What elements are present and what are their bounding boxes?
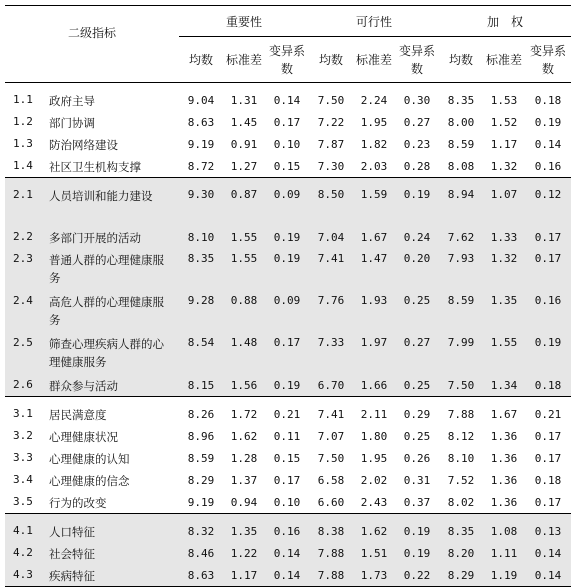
- value-cell: 1.17: [230, 568, 258, 582]
- group-header-weighted: 加 权: [487, 14, 524, 29]
- value-cell: 1.67: [490, 407, 518, 421]
- value-cell: 0.18: [534, 473, 562, 487]
- value-cell: 1.11: [490, 546, 518, 560]
- indicator-name: 高危人群的心理健康服务: [49, 295, 164, 327]
- value-cell: 8.32: [187, 524, 215, 538]
- value-cell: 8.10: [187, 230, 215, 244]
- value-cell: 7.07: [317, 429, 345, 443]
- sub-header: 均数: [449, 52, 474, 67]
- value-cell: 8.20: [447, 546, 475, 560]
- table-row: [5, 133, 571, 155]
- value-cell: 0.88: [230, 294, 258, 307]
- value-cell: 0.21: [534, 407, 562, 421]
- value-cell: 1.55: [230, 230, 258, 244]
- indicator-code: 2.3: [13, 252, 33, 265]
- value-cell: 0.09: [273, 294, 301, 307]
- value-cell: 7.88: [317, 546, 345, 560]
- table-row: [5, 184, 571, 226]
- value-cell: 1.36: [490, 429, 518, 443]
- value-cell: 7.93: [447, 252, 475, 265]
- value-cell: 0.17: [534, 252, 562, 265]
- value-cell: 9.28: [187, 294, 215, 307]
- indicator-code: 3.1: [13, 407, 33, 420]
- table-row: [5, 248, 571, 290]
- value-cell: 1.55: [230, 252, 258, 265]
- value-cell: 0.19: [403, 188, 431, 201]
- value-cell: 8.38: [317, 524, 345, 538]
- value-cell: 1.95: [360, 451, 388, 465]
- value-cell: 0.17: [273, 115, 301, 129]
- value-cell: 0.27: [403, 336, 431, 349]
- indicator-code: 2.2: [13, 230, 33, 243]
- indicator-name: 社区卫生机构支撑: [49, 160, 141, 174]
- table-row: [5, 425, 571, 447]
- value-cell: 1.32: [490, 159, 518, 173]
- value-cell: 1.59: [360, 188, 388, 201]
- sub-header: 标准差: [356, 52, 393, 67]
- value-cell: 1.72: [230, 407, 258, 421]
- value-cell: 0.22: [403, 568, 431, 582]
- value-cell: 0.14: [273, 546, 301, 560]
- table-row: [5, 332, 571, 374]
- value-cell: 8.50: [317, 188, 345, 201]
- indicator-name: 筛查心理疾病人群的心理健康服务: [49, 337, 164, 369]
- value-cell: 8.35: [447, 93, 475, 107]
- value-cell: 7.50: [447, 378, 475, 392]
- value-cell: 8.35: [187, 252, 215, 265]
- indicator-code: 1.1: [13, 93, 33, 106]
- value-cell: 2.43: [360, 495, 388, 509]
- sub-header: 标准差: [226, 52, 263, 67]
- sub-header: 标准差: [486, 52, 523, 67]
- value-cell: 0.16: [534, 159, 562, 173]
- table-row: [5, 491, 571, 514]
- indicator-table: [5, 5, 571, 587]
- value-cell: 0.19: [534, 115, 562, 129]
- indicator-code: 3.2: [13, 429, 33, 442]
- indicator-name: 普通人群的心理健康服务: [49, 253, 164, 285]
- value-cell: 7.33: [317, 336, 345, 349]
- indicator-name: 心理健康的认知: [49, 452, 130, 466]
- indicator-name: 居民满意度: [49, 408, 107, 422]
- indicator-name: 人员培训和能力建设: [49, 189, 153, 203]
- value-cell: 1.07: [490, 188, 518, 201]
- table-body: [5, 83, 571, 587]
- value-cell: 1.66: [360, 378, 388, 392]
- value-cell: 1.73: [360, 568, 388, 582]
- value-cell: 0.17: [273, 336, 301, 349]
- indicator-name: 心理健康的信念: [49, 474, 130, 488]
- value-cell: 7.41: [317, 252, 345, 265]
- value-cell: 9.19: [187, 137, 215, 151]
- value-cell: 1.08: [490, 524, 518, 538]
- value-cell: 8.94: [447, 188, 475, 201]
- value-cell: 0.19: [534, 336, 562, 349]
- value-cell: 7.99: [447, 336, 475, 349]
- value-cell: 0.14: [534, 546, 562, 560]
- value-cell: 0.21: [273, 407, 301, 421]
- value-cell: 0.16: [534, 294, 562, 307]
- value-cell: 0.10: [273, 137, 301, 151]
- value-cell: 7.76: [317, 294, 345, 307]
- value-cell: 0.14: [534, 568, 562, 582]
- table-row: [5, 564, 571, 587]
- value-cell: 0.15: [273, 159, 301, 173]
- indicator-code: 3.4: [13, 473, 33, 486]
- value-cell: 2.24: [360, 93, 388, 107]
- value-cell: 0.20: [403, 252, 431, 265]
- value-cell: 8.10: [447, 451, 475, 465]
- value-cell: 1.95: [360, 115, 388, 129]
- value-cell: 0.12: [534, 188, 562, 201]
- indicator-name: 人口特征: [49, 525, 95, 539]
- table-row: [5, 226, 571, 248]
- value-cell: 6.58: [317, 473, 345, 487]
- table-row: [5, 111, 571, 133]
- value-cell: 0.14: [273, 93, 301, 107]
- value-cell: 7.88: [447, 407, 475, 421]
- value-cell: 1.35: [490, 294, 518, 307]
- value-cell: 7.41: [317, 407, 345, 421]
- value-cell: 0.13: [534, 524, 562, 538]
- value-cell: 1.53: [490, 93, 518, 107]
- value-cell: 0.30: [403, 93, 431, 107]
- sub-header: 均数: [319, 52, 344, 67]
- value-cell: 8.72: [187, 159, 215, 173]
- value-cell: 0.17: [534, 429, 562, 443]
- value-cell: 7.52: [447, 473, 475, 487]
- value-cell: 1.97: [360, 336, 388, 349]
- value-cell: 8.63: [187, 115, 215, 129]
- value-cell: 0.18: [534, 378, 562, 392]
- value-cell: 1.19: [490, 568, 518, 582]
- value-cell: 6.70: [317, 378, 345, 392]
- value-cell: 0.25: [403, 378, 431, 392]
- value-cell: 0.18: [534, 93, 562, 107]
- table-row: [5, 403, 571, 425]
- value-cell: 9.30: [187, 188, 215, 201]
- value-cell: 7.50: [317, 93, 345, 107]
- indicator-name: 心理健康状况: [49, 430, 118, 444]
- value-cell: 0.28: [403, 159, 431, 173]
- value-cell: 0.19: [273, 252, 301, 265]
- value-cell: 8.02: [447, 495, 475, 509]
- value-cell: 2.11: [360, 407, 388, 421]
- value-cell: 0.09: [273, 188, 301, 201]
- value-cell: 1.80: [360, 429, 388, 443]
- value-cell: 8.12: [447, 429, 475, 443]
- value-cell: 8.96: [187, 429, 215, 443]
- value-cell: 1.93: [360, 294, 388, 307]
- indicator-name: 行为的改变: [49, 496, 107, 510]
- value-cell: 0.17: [534, 495, 562, 509]
- value-cell: 0.87: [230, 188, 258, 201]
- indicator-code: 2.5: [13, 336, 33, 349]
- value-cell: 1.34: [490, 378, 518, 392]
- indicator-code: 2.4: [13, 294, 33, 307]
- value-cell: 0.14: [273, 568, 301, 582]
- value-cell: 1.56: [230, 378, 258, 392]
- value-cell: 8.46: [187, 546, 215, 560]
- value-cell: 1.48: [230, 336, 258, 349]
- table-row: [5, 155, 571, 178]
- value-cell: 7.30: [317, 159, 345, 173]
- indicator-name: 政府主导: [49, 94, 95, 108]
- value-cell: 1.52: [490, 115, 518, 129]
- table-row: [5, 447, 571, 469]
- value-cell: 1.37: [230, 473, 258, 487]
- value-cell: 1.36: [490, 451, 518, 465]
- value-cell: 0.10: [273, 495, 301, 509]
- value-cell: 0.27: [403, 115, 431, 129]
- value-cell: 0.15: [273, 451, 301, 465]
- value-cell: 1.51: [360, 546, 388, 560]
- value-cell: 1.62: [230, 429, 258, 443]
- value-cell: 7.88: [317, 568, 345, 582]
- value-cell: 2.03: [360, 159, 388, 173]
- value-cell: 8.15: [187, 378, 215, 392]
- value-cell: 8.59: [447, 137, 475, 151]
- group-header-importance: 重要性: [226, 14, 263, 29]
- indicator-code: 3.3: [13, 451, 33, 464]
- value-cell: 8.63: [187, 568, 215, 582]
- value-cell: 0.14: [534, 137, 562, 151]
- value-cell: 0.19: [403, 524, 431, 538]
- table-row: [5, 520, 571, 542]
- value-cell: 7.62: [447, 230, 475, 244]
- value-cell: 0.31: [403, 473, 431, 487]
- table-row: [5, 374, 571, 397]
- value-cell: 0.26: [403, 451, 431, 465]
- value-cell: 1.55: [490, 336, 518, 349]
- sub-header: 变异系数: [269, 43, 306, 76]
- value-cell: 1.62: [360, 524, 388, 538]
- table-row: [5, 89, 571, 111]
- indicator-header: 二级指标: [5, 6, 179, 83]
- indicator-name: 防治网络建设: [49, 138, 118, 152]
- indicator-name: 部门协调: [49, 116, 95, 130]
- value-cell: 1.36: [490, 495, 518, 509]
- value-cell: 0.25: [403, 429, 431, 443]
- value-cell: 9.19: [187, 495, 215, 509]
- indicator-code: 1.4: [13, 159, 33, 172]
- indicator-code: 2.6: [13, 378, 33, 391]
- value-cell: 8.08: [447, 159, 475, 173]
- value-cell: 0.17: [273, 473, 301, 487]
- value-cell: 7.50: [317, 451, 345, 465]
- value-cell: 9.04: [187, 93, 215, 107]
- value-cell: 1.28: [230, 451, 258, 465]
- indicator-name: 群众参与活动: [49, 379, 118, 393]
- value-cell: 0.23: [403, 137, 431, 151]
- value-cell: 0.19: [273, 230, 301, 244]
- value-cell: 0.19: [273, 378, 301, 392]
- value-cell: 7.87: [317, 137, 345, 151]
- value-cell: 0.37: [403, 495, 431, 509]
- value-cell: 0.24: [403, 230, 431, 244]
- indicator-code: 4.2: [13, 546, 33, 559]
- value-cell: 8.29: [447, 568, 475, 582]
- value-cell: 1.17: [490, 137, 518, 151]
- indicator-code: 4.3: [13, 568, 33, 581]
- value-cell: 7.22: [317, 115, 345, 129]
- value-cell: 8.59: [447, 294, 475, 307]
- sub-header: 变异系数: [399, 43, 436, 76]
- value-cell: 1.31: [230, 93, 258, 107]
- table-row: [5, 469, 571, 491]
- value-cell: 0.94: [230, 495, 258, 509]
- value-cell: 1.47: [360, 252, 388, 265]
- value-cell: 0.91: [230, 137, 258, 151]
- value-cell: 0.29: [403, 407, 431, 421]
- value-cell: 0.17: [534, 230, 562, 244]
- value-cell: 1.82: [360, 137, 388, 151]
- value-cell: 0.16: [273, 524, 301, 538]
- value-cell: 0.25: [403, 294, 431, 307]
- indicator-code: 4.1: [13, 524, 33, 537]
- value-cell: 1.35: [230, 524, 258, 538]
- value-cell: 0.19: [403, 546, 431, 560]
- value-cell: 7.04: [317, 230, 345, 244]
- value-cell: 8.29: [187, 473, 215, 487]
- value-cell: 8.54: [187, 336, 215, 349]
- value-cell: 0.11: [273, 429, 301, 443]
- indicator-name: 疾病特征: [49, 569, 95, 583]
- table-row: [5, 542, 571, 564]
- value-cell: 8.00: [447, 115, 475, 129]
- value-cell: 6.60: [317, 495, 345, 509]
- indicator-name: 多部门开展的活动: [49, 231, 141, 245]
- group-header-feasibility: 可行性: [356, 14, 393, 29]
- value-cell: 1.33: [490, 230, 518, 244]
- value-cell: 1.32: [490, 252, 518, 265]
- value-cell: 2.02: [360, 473, 388, 487]
- indicator-code: 1.2: [13, 115, 33, 128]
- indicator-code: 1.3: [13, 137, 33, 150]
- value-cell: 1.36: [490, 473, 518, 487]
- value-cell: 1.27: [230, 159, 258, 173]
- table-row: [5, 290, 571, 332]
- indicator-code: 2.1: [13, 188, 33, 201]
- value-cell: 1.22: [230, 546, 258, 560]
- sub-header: 变异系数: [530, 43, 567, 76]
- value-cell: 0.17: [534, 451, 562, 465]
- value-cell: 8.35: [447, 524, 475, 538]
- indicator-name: 社会特征: [49, 547, 95, 561]
- value-cell: 1.45: [230, 115, 258, 129]
- indicator-code: 3.5: [13, 495, 33, 508]
- value-cell: 1.67: [360, 230, 388, 244]
- value-cell: 8.26: [187, 407, 215, 421]
- sub-header: 均数: [189, 52, 214, 67]
- value-cell: 8.59: [187, 451, 215, 465]
